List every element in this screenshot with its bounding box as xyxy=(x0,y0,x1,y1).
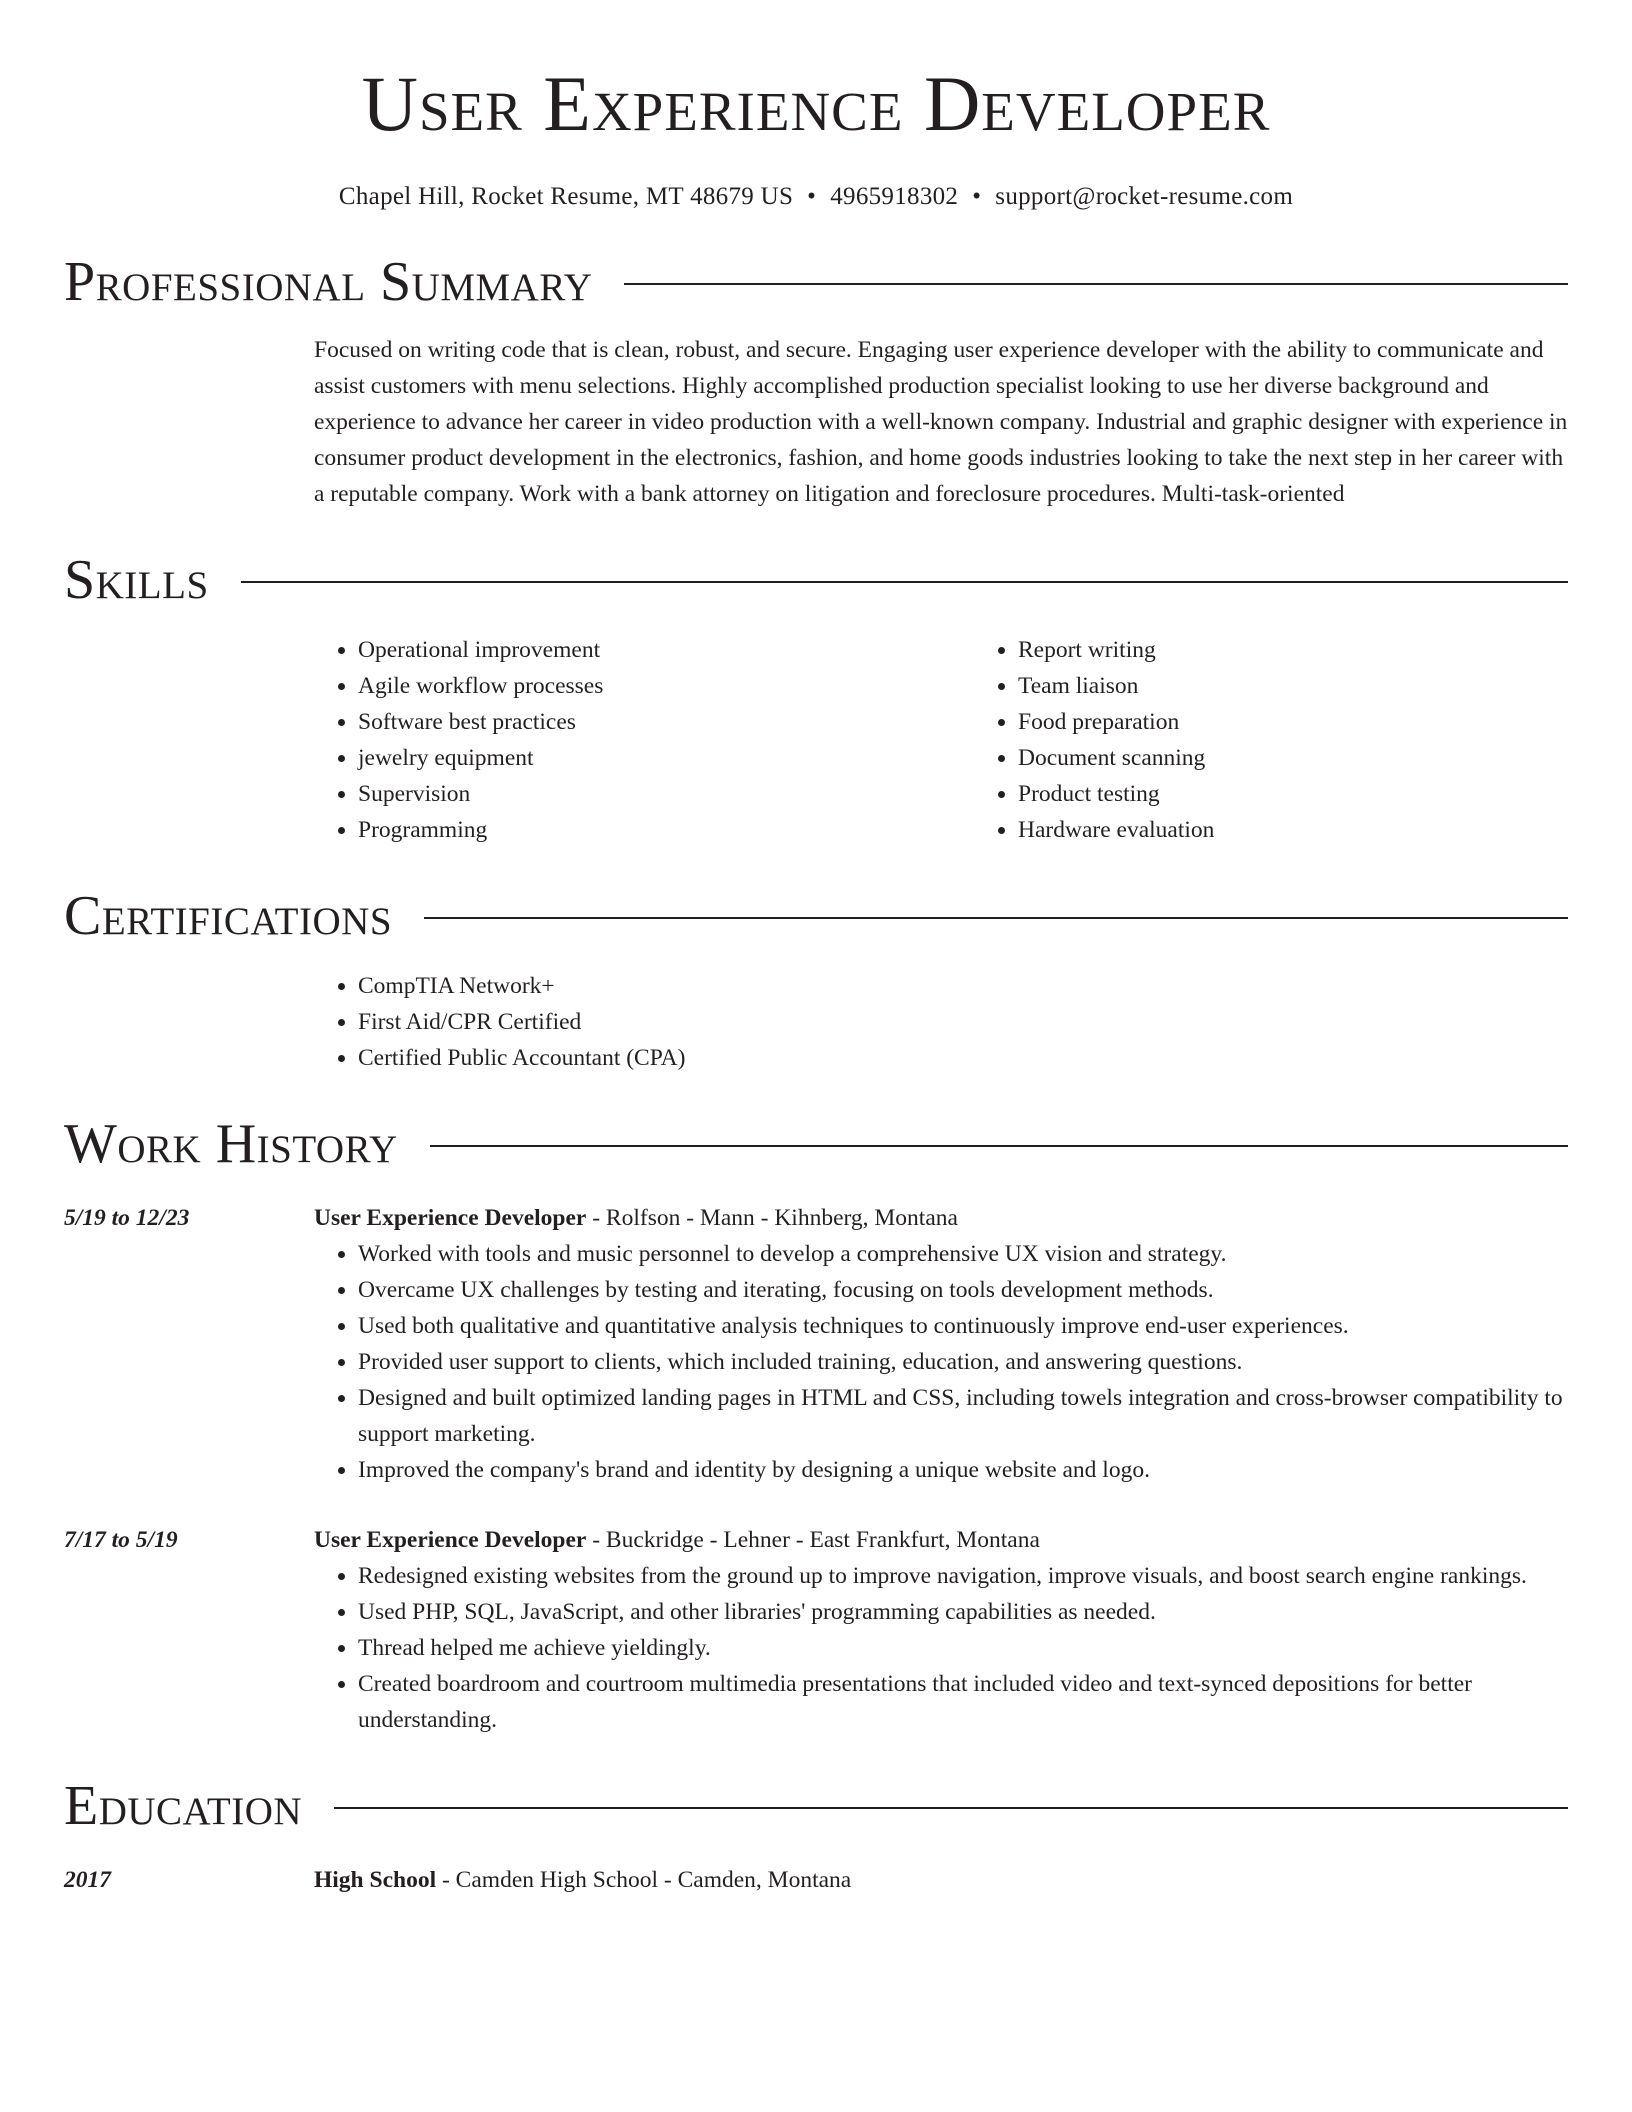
contact-address: Chapel Hill, Rocket Resume, MT 48679 US xyxy=(338,183,794,210)
skill-item: • Supervision xyxy=(358,776,974,812)
skill-item: • jewelry equipment xyxy=(358,740,974,776)
job-role: User Experience Developer xyxy=(314,1527,587,1553)
skills-list-right xyxy=(974,632,1632,848)
skill-item: • Report writing xyxy=(1018,632,1632,668)
section-title-summary: Professional Summary xyxy=(64,251,593,313)
job-heading xyxy=(314,1200,1568,1236)
contact-separator: • xyxy=(972,183,982,210)
skills-grid xyxy=(314,632,1568,848)
job-details xyxy=(314,1522,1568,1738)
section-divider xyxy=(241,581,1568,583)
job-role: User Experience Developer xyxy=(314,1205,587,1231)
job-bullet: • Used both qualitative and quantitative analysis techniques to continuously improve end-user experiences. xyxy=(358,1308,1568,1344)
job-bullet: • Provided user support to clients, which included training, education, and answering questions. xyxy=(358,1344,1568,1380)
work-section-header xyxy=(64,1110,1568,1178)
education-details xyxy=(314,1862,1568,1898)
contact-phone: 4965918302 xyxy=(830,183,959,210)
job-bullet: • Designed and built optimized landing pages in HTML and CSS, including towels integration and cross-browser compatibility to support marketing. xyxy=(358,1380,1568,1452)
skill-item: • Team liaison xyxy=(1018,668,1632,704)
education-year: 2017 xyxy=(64,1867,111,1893)
job-entry xyxy=(64,1522,1568,1738)
job-heading xyxy=(314,1522,1568,1558)
job-bullet: • Redesigned existing websites from the ground up to improve navigation, improve visuals, and boost search engine rankings. xyxy=(358,1558,1568,1594)
job-bullet: • Worked with tools and music personnel to develop a comprehensive UX vision and strategy. xyxy=(358,1236,1568,1272)
skills-list-left xyxy=(314,632,974,848)
job-bullet: • Improved the company's brand and identity by designing a unique website and logo. xyxy=(358,1452,1568,1488)
education-school: - Camden High School - Camden, Montana xyxy=(436,1867,852,1893)
certification-item: • CompTIA Network+ xyxy=(358,968,1568,1004)
skill-item: • Programming xyxy=(358,812,974,848)
job-entry xyxy=(64,1200,1568,1488)
job-dates: 5/19 to 12/23 xyxy=(64,1205,190,1231)
summary-text: Focused on writing code that is clean, robust, and secure. Engaging user experience developer with the ability to communicate and assist customers with menu selections. Highly accomplished production specialist looking to use her diverse background and experience to advance her career in video production with a well-known company. Industrial and graphic designer with experience in consumer product development in the electronics, fashion, and home goods industries looking to take the next step in her career with a reputable company. Work with a bank attorney on litigation and foreclosure procedures. Multi-task-oriented xyxy=(314,337,1568,507)
contact-email: support@rocket-resume.com xyxy=(995,183,1294,210)
skill-item: • Hardware evaluation xyxy=(1018,812,1632,848)
section-divider xyxy=(424,917,1568,919)
skills-section-header xyxy=(64,546,1568,614)
skill-item: • Software best practices xyxy=(358,704,974,740)
contact-separator: • xyxy=(807,183,817,210)
certification-item: • Certified Public Accountant (CPA) xyxy=(358,1040,1568,1076)
contact-line xyxy=(64,180,1568,214)
certifications-list xyxy=(314,968,1568,1076)
section-divider xyxy=(430,1145,1568,1147)
skill-item: • Agile workflow processes xyxy=(358,668,974,704)
section-divider xyxy=(334,1807,1568,1809)
certifications-block xyxy=(314,968,1568,1076)
job-bullet: • Thread helped me achieve yieldingly. xyxy=(358,1630,1568,1666)
section-divider xyxy=(624,283,1568,285)
section-title-education: Education xyxy=(64,1775,303,1837)
certification-item: • First Aid/CPR Certified xyxy=(358,1004,1568,1040)
education-section-header xyxy=(64,1772,1568,1840)
job-dates: 7/17 to 5/19 xyxy=(64,1527,178,1553)
skill-item: • Product testing xyxy=(1018,776,1632,812)
resume-name: User Experience Developer xyxy=(361,60,1271,147)
section-title-skills: Skills xyxy=(64,549,209,611)
job-employer: - Buckridge - Lehner - East Frankfurt, Montana xyxy=(586,1527,1040,1553)
skill-item: • Food preparation xyxy=(1018,704,1632,740)
job-details xyxy=(314,1200,1568,1488)
job-employer: - Rolfson - Mann - Kihnberg, Montana xyxy=(586,1205,958,1231)
job-bullet: • Used PHP, SQL, JavaScript, and other libraries' programming capabilities as needed. xyxy=(358,1594,1568,1630)
skill-item: • Document scanning xyxy=(1018,740,1632,776)
education-entry xyxy=(64,1862,1568,1898)
section-title-work: Work History xyxy=(64,1113,398,1175)
certifications-section-header xyxy=(64,882,1568,950)
job-bullet: • Overcame UX challenges by testing and iterating, focusing on tools development methods. xyxy=(358,1272,1568,1308)
summary-section-header xyxy=(64,248,1568,316)
skill-item: • Operational improvement xyxy=(358,632,974,668)
job-bullet: • Created boardroom and courtroom multimedia presentations that included video and text-synced depositions for better understanding. xyxy=(358,1666,1568,1738)
education-degree: High School xyxy=(314,1867,437,1893)
job-bullet-list xyxy=(314,1236,1568,1488)
section-title-certifications: Certifications xyxy=(64,885,393,947)
job-bullet-list xyxy=(314,1558,1568,1738)
